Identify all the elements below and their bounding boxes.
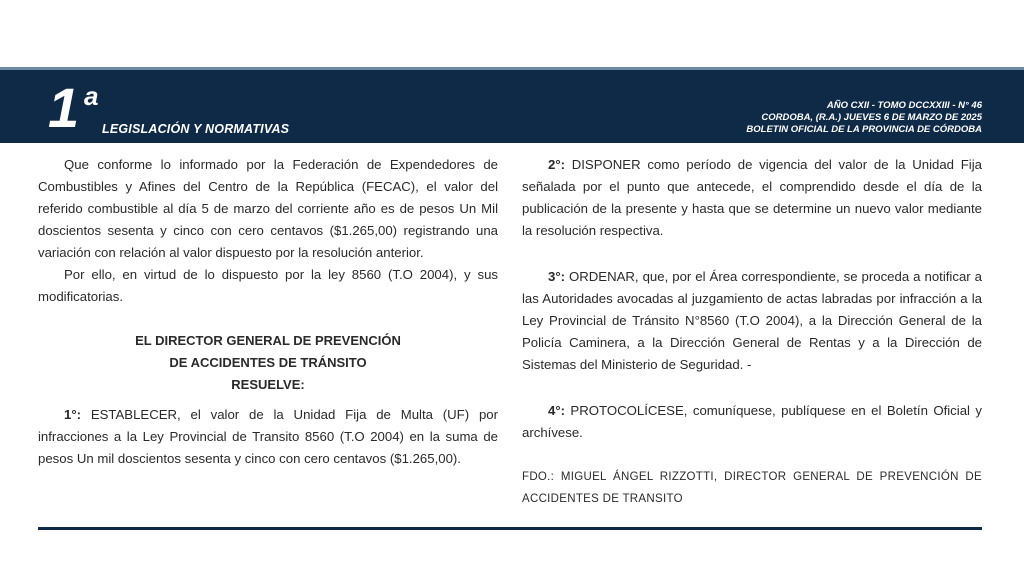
article-2-number: 2°: [548,157,565,172]
section-superscript: a [84,81,99,111]
section-label: LEGISLACIÓN Y NORMATIVAS [102,122,290,136]
page-header [0,67,1024,143]
article-4-text: PROTOCOLÍCESE, comuníquese, publíquese en el Boletín Oficial y archívese. [522,403,982,440]
article-2 [522,154,982,242]
section-number: 1 [48,76,80,139]
publication-info [746,100,982,136]
article-4 [522,400,982,444]
article-1 [38,404,498,470]
article-3 [522,266,982,376]
article-4-number: 4°: [548,403,565,418]
article-1-number: 1°: [64,407,81,422]
paragraph-por-ello: Por ello, en virtud de lo dispuesto por la ley 8560 (T.O 2004), y sus modificatorias. [38,267,498,304]
signature-block: FDO.: MIGUEL ÁNGEL RIZZOTTI, DIRECTOR GENERAL DE PREVENCIÓN DE ACCIDENTES DE TRANSITO [522,471,982,505]
resolution-heading-line-1: EL DIRECTOR GENERAL DE PREVENCIÓN [135,333,401,348]
article-3-number: 3°: [548,269,565,284]
right-column [522,154,982,510]
article-3-text: ORDENAR, que, por el Área correspondiente, se proceda a notificar a las Autoridades avocadas al juzgamiento de actas labradas por infracción a la Ley Provincial de Tránsito N°8560 (T.O 2004), a la Dirección General de la Policía Caminera, a la Dirección General de Rentas y a la Dirección de Sistemas del Ministerio de Seguridad. - [522,269,982,372]
paragraph-considerando: Que conforme lo informado por la Federación de Expendedores de Combustibles y Afines del Centro de la República (FECAC), el valor del referido combustible al día 5 de marzo del corriente año es de pesos Un Mil doscientos sesenta y cinco con cero centavos ($1.265,00) registrando una variación con relación al valor dispuesto por la resolución anterior. [38,157,498,260]
article-1-text: ESTABLECER, el valor de la Unidad Fija de Multa (UF) por infracciones a la Ley Provincial de Transito 8560 (T.O 2004) en la suma de pesos Un mil doscientos sesenta y cinco con cero centavos ($1.265,00). [38,407,498,466]
left-column [38,154,498,470]
publication-name: BOLETIN OFICIAL DE LA PROVINCIA DE CÓRDOBA [746,124,982,135]
article-2-text: DISPONER como período de vigencia del valor de la Unidad Fija señalada por el punto que antecede, el comprendido desde el día de la publicación de la presente y hasta que se determine un nuevo valor mediante la resolución respectiva. [522,157,982,238]
date-line: CORDOBA, (R.A.) JUEVES 6 DE MARZO DE 2025 [761,112,982,123]
bottom-divider [38,527,982,530]
resolution-heading-line-2: DE ACCIDENTES DE TRÁNSITO [169,355,367,370]
resolution-heading-line-3: RESUELVE: [231,377,305,392]
issue-line: AÑO CXII - TOMO DCCXXIII - N° 46 [826,100,982,111]
